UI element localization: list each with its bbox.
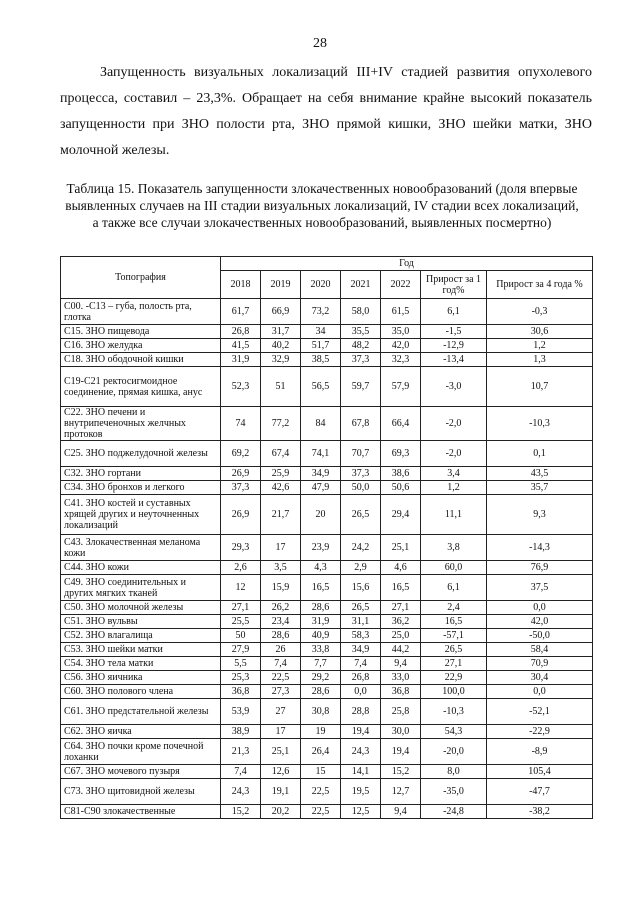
table-row <box>61 575 593 601</box>
value-cell: 36,2 <box>381 615 421 629</box>
value-cell: 26,5 <box>421 643 487 657</box>
table-row <box>61 467 593 481</box>
table-row <box>61 561 593 575</box>
value-cell: 26,5 <box>341 601 381 615</box>
table-row <box>61 299 593 325</box>
value-cell: 59,7 <box>341 367 381 407</box>
value-cell: -10,3 <box>487 407 593 441</box>
topography-cell: C61. ЗНО предстательной железы <box>61 699 221 725</box>
value-cell: 27,1 <box>221 601 261 615</box>
value-cell: 35,7 <box>487 481 593 495</box>
value-cell: 2,4 <box>421 601 487 615</box>
table-row <box>61 535 593 561</box>
header-year-2021: 2021 <box>341 271 381 299</box>
value-cell: 10,7 <box>487 367 593 407</box>
value-cell: -14,3 <box>487 535 593 561</box>
topography-cell: C50. ЗНО молочной железы <box>61 601 221 615</box>
value-cell: 28,6 <box>301 685 341 699</box>
value-cell: 1,3 <box>487 353 593 367</box>
value-cell: 9,4 <box>381 805 421 819</box>
value-cell: 74,1 <box>301 441 341 467</box>
topography-cell: C51. ЗНО вульвы <box>61 615 221 629</box>
topography-cell: C41. ЗНО костей и суставных хрящей других и неуточненных локализаций <box>61 495 221 535</box>
value-cell: 15,9 <box>261 575 301 601</box>
table-row <box>61 805 593 819</box>
value-cell: -1,5 <box>421 325 487 339</box>
value-cell: 3,4 <box>421 467 487 481</box>
value-cell: 0,0 <box>341 685 381 699</box>
value-cell: 26,2 <box>261 601 301 615</box>
value-cell: 48,2 <box>341 339 381 353</box>
value-cell: 34,9 <box>341 643 381 657</box>
header-topography: Топография <box>61 257 221 299</box>
value-cell: 4,3 <box>301 561 341 575</box>
value-cell: 19,4 <box>341 725 381 739</box>
table-row <box>61 407 593 441</box>
topography-cell: C18. ЗНО ободочной кишки <box>61 353 221 367</box>
value-cell: 34 <box>301 325 341 339</box>
topography-cell: C32. ЗНО гортани <box>61 467 221 481</box>
value-cell: 22,5 <box>301 805 341 819</box>
table-row <box>61 685 593 699</box>
value-cell: 50 <box>221 629 261 643</box>
value-cell: 28,8 <box>341 699 381 725</box>
value-cell: 14,1 <box>341 765 381 779</box>
value-cell: 69,3 <box>381 441 421 467</box>
table-row <box>61 367 593 407</box>
value-cell: 40,9 <box>301 629 341 643</box>
table-row <box>61 657 593 671</box>
value-cell: 19,5 <box>341 779 381 805</box>
value-cell: 16,5 <box>421 615 487 629</box>
value-cell: 20 <box>301 495 341 535</box>
header-year-2020: 2020 <box>301 271 341 299</box>
value-cell: -3,0 <box>421 367 487 407</box>
value-cell: 11,1 <box>421 495 487 535</box>
value-cell: 30,6 <box>487 325 593 339</box>
value-cell: 24,3 <box>221 779 261 805</box>
topography-cell: C43. Злокачественная меланома кожи <box>61 535 221 561</box>
value-cell: 26,8 <box>341 671 381 685</box>
value-cell: 17 <box>261 725 301 739</box>
value-cell: 16,5 <box>301 575 341 601</box>
value-cell: 54,3 <box>421 725 487 739</box>
table-row <box>61 739 593 765</box>
stage-neglect-table <box>60 256 593 819</box>
value-cell: 15,2 <box>221 805 261 819</box>
value-cell: 60,0 <box>421 561 487 575</box>
value-cell: 50,6 <box>381 481 421 495</box>
value-cell: 67,8 <box>341 407 381 441</box>
header-year-2022: 2022 <box>381 271 421 299</box>
topography-cell: C00. -C13 – губа, полость рта, глотка <box>61 299 221 325</box>
header-growth-1-year: Прирост за 1 год% <box>421 271 487 299</box>
value-cell: 58,4 <box>487 643 593 657</box>
value-cell: 27,1 <box>381 601 421 615</box>
topography-cell: C54. ЗНО тела матки <box>61 657 221 671</box>
value-cell: 31,7 <box>261 325 301 339</box>
value-cell: 0,0 <box>487 685 593 699</box>
value-cell: 36,8 <box>381 685 421 699</box>
value-cell: 19,1 <box>261 779 301 805</box>
value-cell: 105,4 <box>487 765 593 779</box>
value-cell: 30,4 <box>487 671 593 685</box>
value-cell: 51,7 <box>301 339 341 353</box>
value-cell: 2,9 <box>341 561 381 575</box>
value-cell: 15,2 <box>381 765 421 779</box>
value-cell: 36,8 <box>221 685 261 699</box>
value-cell: 9,4 <box>381 657 421 671</box>
value-cell: -13,4 <box>421 353 487 367</box>
value-cell: 29,4 <box>381 495 421 535</box>
topography-cell: C34. ЗНО бронхов и легкого <box>61 481 221 495</box>
value-cell: 6,1 <box>421 575 487 601</box>
value-cell: 22,5 <box>301 779 341 805</box>
value-cell: 30,0 <box>381 725 421 739</box>
value-cell: 43,5 <box>487 467 593 481</box>
value-cell: 26,4 <box>301 739 341 765</box>
topography-cell: C22. ЗНО печени и внутрипеченочных желчных протоков <box>61 407 221 441</box>
value-cell: 16,5 <box>381 575 421 601</box>
value-cell: 32,9 <box>261 353 301 367</box>
value-cell: 38,5 <box>301 353 341 367</box>
value-cell: 76,9 <box>487 561 593 575</box>
value-cell: 22,5 <box>261 671 301 685</box>
value-cell: 12,6 <box>261 765 301 779</box>
value-cell: 38,9 <box>221 725 261 739</box>
value-cell: 1,2 <box>487 339 593 353</box>
value-cell: 26,8 <box>221 325 261 339</box>
value-cell: 19 <box>301 725 341 739</box>
topography-cell: C53. ЗНО шейки матки <box>61 643 221 657</box>
value-cell: 34,9 <box>301 467 341 481</box>
value-cell: -57,1 <box>421 629 487 643</box>
value-cell: 41,5 <box>221 339 261 353</box>
value-cell: 21,3 <box>221 739 261 765</box>
topography-cell: C67. ЗНО мочевого пузыря <box>61 765 221 779</box>
topography-cell: C52. ЗНО влагалища <box>61 629 221 643</box>
table-row <box>61 629 593 643</box>
value-cell: 24,3 <box>341 739 381 765</box>
value-cell: -22,9 <box>487 725 593 739</box>
table-row <box>61 615 593 629</box>
value-cell: 9,3 <box>487 495 593 535</box>
value-cell: -24,8 <box>421 805 487 819</box>
table-row <box>61 725 593 739</box>
value-cell: 42,0 <box>487 615 593 629</box>
value-cell: 3,8 <box>421 535 487 561</box>
value-cell: 28,6 <box>261 629 301 643</box>
value-cell: -20,0 <box>421 739 487 765</box>
value-cell: 15 <box>301 765 341 779</box>
value-cell: 30,8 <box>301 699 341 725</box>
value-cell: 0,0 <box>487 601 593 615</box>
table-row <box>61 481 593 495</box>
header-year-group: Год <box>221 257 593 271</box>
value-cell: 47,9 <box>301 481 341 495</box>
value-cell: 44,2 <box>381 643 421 657</box>
topography-cell: C81-C90 злокачественные <box>61 805 221 819</box>
value-cell: 19,4 <box>381 739 421 765</box>
value-cell: 31,9 <box>301 615 341 629</box>
value-cell: 7,7 <box>301 657 341 671</box>
topography-cell: C49. ЗНО соединительных и других мягких тканей <box>61 575 221 601</box>
value-cell: 67,4 <box>261 441 301 467</box>
topography-cell: C44. ЗНО кожи <box>61 561 221 575</box>
value-cell: 25,5 <box>221 615 261 629</box>
value-cell: 5,5 <box>221 657 261 671</box>
value-cell: -2,0 <box>421 441 487 467</box>
value-cell: 3,5 <box>261 561 301 575</box>
table-row <box>61 353 593 367</box>
page-number: 28 <box>313 36 327 51</box>
value-cell: 58,0 <box>341 299 381 325</box>
value-cell: 12,5 <box>341 805 381 819</box>
topography-cell: C15. ЗНО пищевода <box>61 325 221 339</box>
value-cell: 25,3 <box>221 671 261 685</box>
value-cell: 26 <box>261 643 301 657</box>
table-row <box>61 779 593 805</box>
value-cell: 27,1 <box>421 657 487 671</box>
table-row <box>61 601 593 615</box>
body-paragraph: Запущенность визуальных локализаций III+IV стадией развития опухолевого процесса, составил – 23,3%. Обращает на себя внимание крайне высокий показатель запущенности при ЗНО полости рта, ЗНО прямой кишки, ЗНО шейки матки, ЗНО молочной железы. <box>60 65 592 158</box>
value-cell: 33,8 <box>301 643 341 657</box>
value-cell: 21,7 <box>261 495 301 535</box>
value-cell: 37,3 <box>341 467 381 481</box>
value-cell: 20,2 <box>261 805 301 819</box>
value-cell: 29,3 <box>221 535 261 561</box>
value-cell: 58,3 <box>341 629 381 643</box>
value-cell: 74 <box>221 407 261 441</box>
header-growth-4-years: Прирост за 4 года % <box>487 271 593 299</box>
value-cell: 38,6 <box>381 467 421 481</box>
value-cell: 42,0 <box>381 339 421 353</box>
value-cell: 1,2 <box>421 481 487 495</box>
value-cell: 25,1 <box>381 535 421 561</box>
value-cell: 25,8 <box>381 699 421 725</box>
value-cell: 24,2 <box>341 535 381 561</box>
topography-cell: C62. ЗНО яичка <box>61 725 221 739</box>
topography-cell: C19-C21 ректосигмоидное соединение, прямая кишка, анус <box>61 367 221 407</box>
value-cell: 32,3 <box>381 353 421 367</box>
value-cell: 7,4 <box>341 657 381 671</box>
value-cell: -52,1 <box>487 699 593 725</box>
value-cell: 70,9 <box>487 657 593 671</box>
value-cell: 29,2 <box>301 671 341 685</box>
value-cell: 22,9 <box>421 671 487 685</box>
value-cell: 23,9 <box>301 535 341 561</box>
value-cell: 31,1 <box>341 615 381 629</box>
value-cell: 15,6 <box>341 575 381 601</box>
value-cell: -8,9 <box>487 739 593 765</box>
table-row <box>61 699 593 725</box>
value-cell: 35,5 <box>341 325 381 339</box>
value-cell: 61,5 <box>381 299 421 325</box>
value-cell: 77,2 <box>261 407 301 441</box>
table-row <box>61 671 593 685</box>
table-row <box>61 765 593 779</box>
value-cell: -47,7 <box>487 779 593 805</box>
value-cell: 69,2 <box>221 441 261 467</box>
value-cell: 66,9 <box>261 299 301 325</box>
value-cell: 7,4 <box>261 657 301 671</box>
value-cell: 4,6 <box>381 561 421 575</box>
value-cell: 0,1 <box>487 441 593 467</box>
value-cell: 12,7 <box>381 779 421 805</box>
value-cell: -35,0 <box>421 779 487 805</box>
value-cell: 37,5 <box>487 575 593 601</box>
value-cell: 100,0 <box>421 685 487 699</box>
value-cell: 50,0 <box>341 481 381 495</box>
value-cell: 57,9 <box>381 367 421 407</box>
table-row <box>61 643 593 657</box>
header-year-2019: 2019 <box>261 271 301 299</box>
table-row <box>61 339 593 353</box>
header-year-2018: 2018 <box>221 271 261 299</box>
value-cell: 27,3 <box>261 685 301 699</box>
value-cell: 52,3 <box>221 367 261 407</box>
value-cell: 12 <box>221 575 261 601</box>
value-cell: 26,9 <box>221 495 261 535</box>
value-cell: 40,2 <box>261 339 301 353</box>
value-cell: 25,0 <box>381 629 421 643</box>
table-row <box>61 495 593 535</box>
table-row <box>61 441 593 467</box>
value-cell: -2,0 <box>421 407 487 441</box>
value-cell: 28,6 <box>301 601 341 615</box>
value-cell: -0,3 <box>487 299 593 325</box>
value-cell: -10,3 <box>421 699 487 725</box>
value-cell: 84 <box>301 407 341 441</box>
topography-cell: C64. ЗНО почки кроме почечной лоханки <box>61 739 221 765</box>
topography-cell: C73. ЗНО щитовидной железы <box>61 779 221 805</box>
value-cell: 27,9 <box>221 643 261 657</box>
value-cell: 8,0 <box>421 765 487 779</box>
value-cell: 17 <box>261 535 301 561</box>
value-cell: 31,9 <box>221 353 261 367</box>
value-cell: 61,7 <box>221 299 261 325</box>
value-cell: 42,6 <box>261 481 301 495</box>
value-cell: 51 <box>261 367 301 407</box>
value-cell: 56,5 <box>301 367 341 407</box>
value-cell: 26,5 <box>341 495 381 535</box>
value-cell: 66,4 <box>381 407 421 441</box>
table-body <box>61 299 593 819</box>
topography-cell: C56. ЗНО яичника <box>61 671 221 685</box>
table-caption: Таблица 15. Показатель запущенности злокачественных новообразований (доля впервые выявленных случаев на III стадии визуальных локализаций, IV стадии всех локализаций, а также все случаи злокачественных новообразований, выявленных посмертно) <box>65 181 579 230</box>
value-cell: -12,9 <box>421 339 487 353</box>
value-cell: 7,4 <box>221 765 261 779</box>
value-cell: 6,1 <box>421 299 487 325</box>
value-cell: 26,9 <box>221 467 261 481</box>
table-row <box>61 325 593 339</box>
value-cell: 70,7 <box>341 441 381 467</box>
value-cell: -38,2 <box>487 805 593 819</box>
value-cell: 53,9 <box>221 699 261 725</box>
value-cell: -50,0 <box>487 629 593 643</box>
value-cell: 25,9 <box>261 467 301 481</box>
value-cell: 37,3 <box>341 353 381 367</box>
value-cell: 25,1 <box>261 739 301 765</box>
value-cell: 73,2 <box>301 299 341 325</box>
value-cell: 37,3 <box>221 481 261 495</box>
value-cell: 35,0 <box>381 325 421 339</box>
value-cell: 2,6 <box>221 561 261 575</box>
value-cell: 33,0 <box>381 671 421 685</box>
topography-cell: C60. ЗНО полового члена <box>61 685 221 699</box>
value-cell: 27 <box>261 699 301 725</box>
value-cell: 23,4 <box>261 615 301 629</box>
topography-cell: C25. ЗНО поджелудочной железы <box>61 441 221 467</box>
topography-cell: C16. ЗНО желудка <box>61 339 221 353</box>
